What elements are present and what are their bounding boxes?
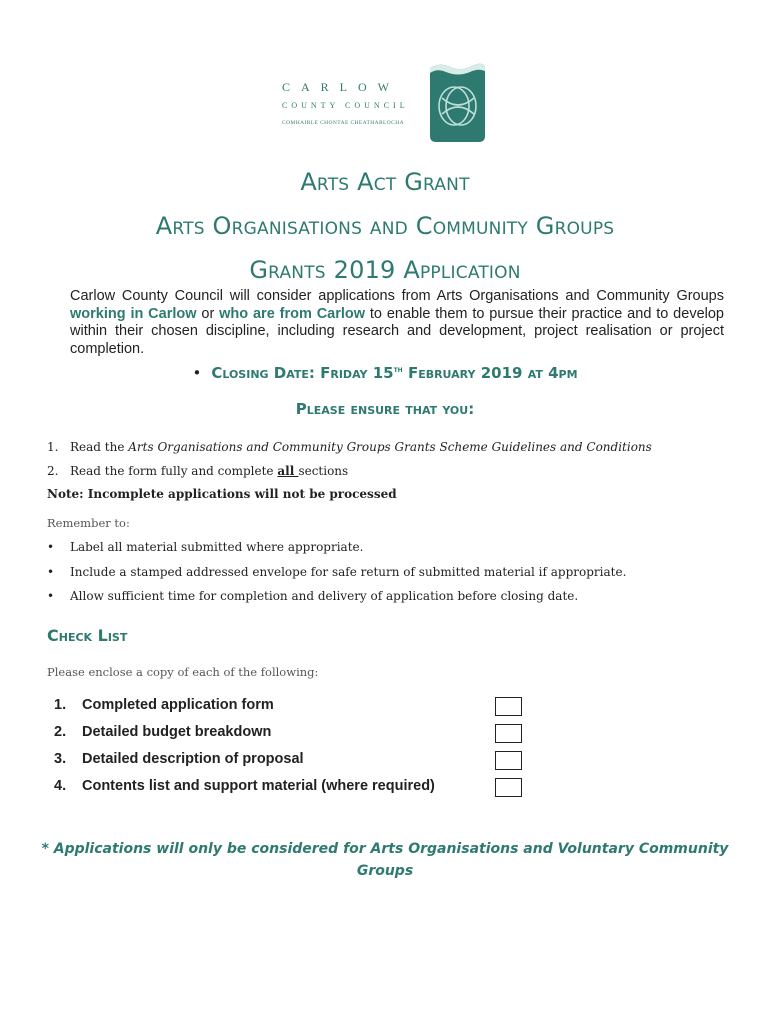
check-list-heading: Check List [47, 626, 128, 645]
intro-highlight-from-carlow: who are from Carlow [219, 305, 366, 322]
logo-line-carlow: CARLOW [282, 80, 400, 94]
checklist-label: Completed application form [82, 697, 274, 713]
logo-line-county-council: COUNTY COUNCIL [282, 101, 409, 110]
bullet-icon: • [47, 589, 55, 603]
checklist-item [54, 751, 304, 767]
bullet-icon: • [47, 565, 55, 579]
step-emphasis-all: all [277, 464, 299, 478]
title-arts-act-grant: Arts Act Grant [300, 168, 470, 196]
step-prefix: Read the form fully and complete [70, 464, 278, 478]
intro-highlight-working-in-carlow: working in Carlow [70, 305, 197, 322]
checklist-checkbox-budget[interactable] [495, 724, 522, 743]
checklist-checkbox-support-material[interactable] [495, 778, 522, 797]
incomplete-note: Note: Incomplete applications will not be processed [47, 487, 397, 501]
reminder-item [47, 565, 626, 579]
closing-date [0, 364, 770, 382]
enclose-instruction: Please enclose a copy of each of the following: [47, 665, 319, 679]
checklist-item [54, 724, 271, 740]
closing-date-text-after: February 2019 at 4pm [402, 364, 578, 382]
reminder-text: Label all material submitted where appropriate. [70, 540, 364, 554]
guidelines-title: Arts Organisations and Community Groups Grants Scheme Guidelines and Conditions [128, 440, 652, 454]
intro-text-2: or [196, 305, 220, 322]
reminder-item [47, 540, 363, 554]
ensure-heading: Please ensure that you: [295, 400, 475, 418]
logo-wordmark [282, 80, 427, 126]
step-item [47, 464, 348, 478]
reminder-item [47, 589, 578, 603]
title-arts-organisations: Arts Organisations and Community Groups [155, 212, 615, 240]
title-grants-2019-application: Grants 2019 Application [249, 256, 521, 284]
checklist-label: Contents list and support material (where required) [82, 778, 435, 794]
closing-bullet: • [192, 364, 202, 382]
checklist-checkbox-application-form[interactable] [495, 697, 522, 716]
checklist-label: Detailed budget breakdown [82, 724, 272, 740]
carlow-county-council-logo [282, 62, 487, 144]
step-number: 2. [47, 464, 59, 478]
reminder-text: Include a stamped addressed envelope for safe return of submitted material if appropriate. [70, 565, 627, 579]
closing-date-sup: th [393, 365, 403, 375]
checklist-number: 1. [54, 697, 67, 713]
step-suffix: sections [298, 464, 349, 478]
checklist-number: 2. [54, 724, 67, 740]
closing-date-text: Closing Date: Friday 15 [211, 364, 394, 382]
checklist-item [54, 778, 435, 794]
checklist-checkbox-proposal[interactable] [495, 751, 522, 770]
council-emblem-icon [428, 62, 486, 144]
intro-paragraph [70, 288, 724, 358]
checklist-number: 3. [54, 751, 67, 767]
step-prefix: Read the [70, 440, 129, 454]
checklist-item [54, 697, 274, 713]
intro-text-1: Carlow County Council will consider applications from Arts Organisations and Community Groups [70, 288, 724, 304]
checklist-label: Detailed description of proposal [82, 751, 304, 767]
logo-line-irish-name: COMHAIRLE CHONTAE CHEATHARLOCHA [282, 120, 404, 126]
bullet-icon: • [47, 540, 55, 554]
step-number: 1. [47, 440, 59, 454]
eligibility-footnote: * Applications will only be considered for Arts Organisations and Voluntary Community Groups [41, 841, 729, 879]
remember-label: Remember to: [47, 516, 130, 530]
reminder-text: Allow sufficient time for completion and delivery of application before closing date. [70, 589, 579, 603]
intro-text-3: to enable them to pursue their practice and to develop within their chosen discipline, including research and development, project realisation or project completion. [70, 305, 724, 357]
checklist-number: 4. [54, 778, 67, 794]
step-item [47, 440, 652, 454]
title-block [0, 160, 770, 292]
